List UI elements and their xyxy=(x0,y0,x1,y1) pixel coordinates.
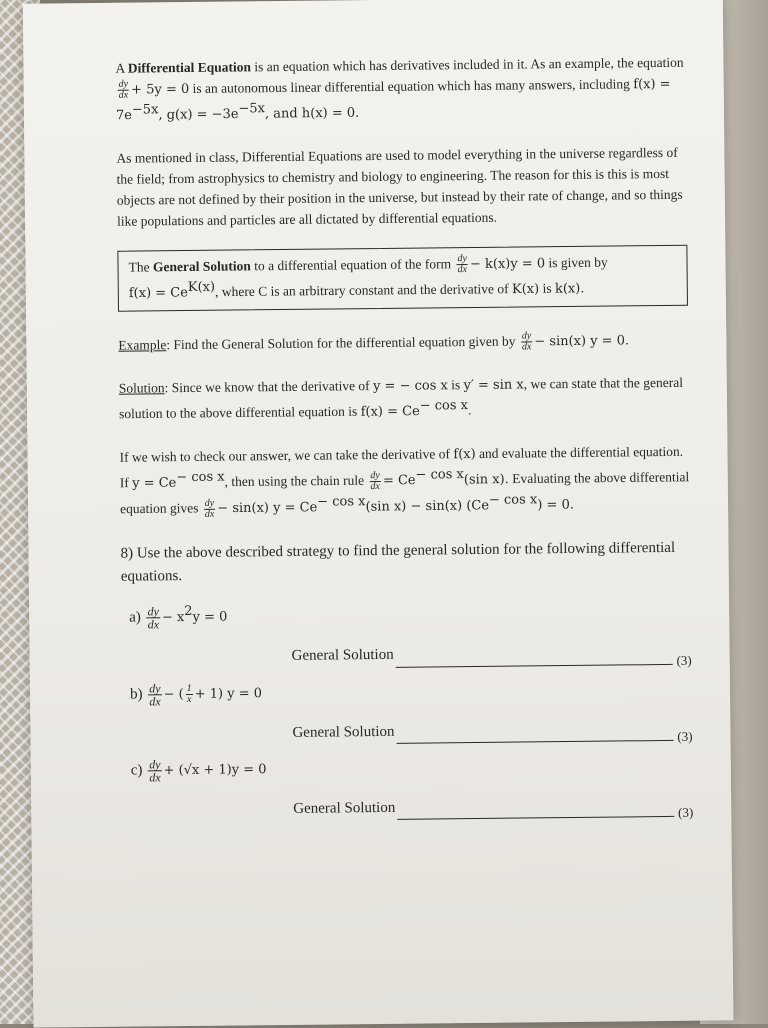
term-differential-equation: Differential Equation xyxy=(127,59,252,76)
answer-row-b xyxy=(292,717,692,744)
general-solution-box: The General Solution to a differential equation of the form $\frac{dy}{dx}$ − k(x)y = 0 is given by $f(x) = Ce^{K(x)}$, where C is an arbitrary constant and the derivative of K(x) is k(x). xyxy=(117,244,688,311)
dy-dx-fraction: $\frac{dy}{dx}$ xyxy=(370,469,381,493)
solution-label: Solution xyxy=(118,380,165,396)
problem-item-a: a) $\frac{dy}{dx}$ − $x^2y = 0$ xyxy=(129,604,228,632)
dy-dx-fraction: $\frac{dy}{dx}$ xyxy=(149,680,161,709)
problem-item-c: c) $\frac{dy}{dx}$ + (√x + 1)y = 0 xyxy=(130,757,267,785)
dy-dx-fraction: $\frac{dy}{dx}$ xyxy=(204,497,215,520)
answer-line-a[interactable] xyxy=(396,650,673,668)
general-solution-label: General Solution xyxy=(291,647,394,665)
intro-paragraph-2: As mentioned in class, Differential Equations are used to model everything in the universe regardless of the field; from astrophysics to chemistry and biology to engineering. The reason for this is this is most objects are not defined by their position in the universe, but instead by their rate of change, and so things like populations and particles are all dictated by differential equations. xyxy=(116,144,683,229)
answer-row-a xyxy=(292,641,692,668)
points-badge: (3) xyxy=(677,728,693,744)
answer-line-c[interactable] xyxy=(397,802,674,820)
dy-dx-fraction: $\frac{dy}{dx}$ xyxy=(149,757,161,785)
general-solution-label: General Solution xyxy=(293,799,396,817)
solution-paragraph: Solution: Since we know that the derivative of y = − cos x is y′ = sin x, we can state that the general solution to the above differential equation is $f(x) = Ce^{- cos x}$. xyxy=(118,374,684,422)
points-badge: (3) xyxy=(678,804,694,820)
problem-8-heading: 8) Use the above described strategy to find the general solution for the following differential equations. xyxy=(120,539,676,585)
problem-item-b: b) $\frac{dy}{dx}$ − ( $\frac{1}{x}$ + 1) y = 0 xyxy=(129,680,263,709)
worksheet-page xyxy=(23,0,734,1028)
example-label: Example xyxy=(118,336,167,353)
one-over-x-fraction: $\frac{1}{x}$ xyxy=(186,682,192,705)
points-badge: (3) xyxy=(676,652,692,668)
term-general-solution: General Solution xyxy=(152,257,251,275)
dy-dx-fraction: $\frac{dy}{dx}$ xyxy=(147,604,160,632)
check-paragraph: If we wish to check our answer, we can take the derivative of f(x) and evaluate the differential equation. If $y = Ce^{- cos x}$, then using the chain rule $\frac{dy}{dx}$ = $Ce^{- cos x}(\sin$ x). Evaluating the above differential equation gives $\frac{dy}{dx}$ − sin(x) $y = Ce^{- cos x}(\sin$ x) − sin(x) $(Ce^{- cos x}) = 0$. xyxy=(119,443,690,520)
worksheet-content xyxy=(115,53,693,835)
dy-dx-fraction: $\frac{dy}{dx}$ xyxy=(521,330,532,353)
intro-paragraph-1: A Differential Equation is an equation which has derivatives included in it. As an example, the equation $\frac{dy}{dx}$ + 5y = 0 is an autonomous linear differential equation which has many answers, including $f(x) = 7e^{-5x}$, $g(x) = -3e^{-5x}$, and h(x) = 0. xyxy=(115,54,684,124)
general-solution-label: General Solution xyxy=(292,723,395,741)
dy-dx-fraction: $\frac{dy}{dx}$ xyxy=(118,78,129,102)
dy-dx-fraction: $\frac{dy}{dx}$ xyxy=(457,253,468,276)
answer-line-b[interactable] xyxy=(396,726,673,744)
example-paragraph: Example: Find the General Solution for the differential equation given by $\frac{dy}{dx}$ − sin(x) y = 0. xyxy=(118,330,630,353)
answer-row-c xyxy=(293,794,693,821)
